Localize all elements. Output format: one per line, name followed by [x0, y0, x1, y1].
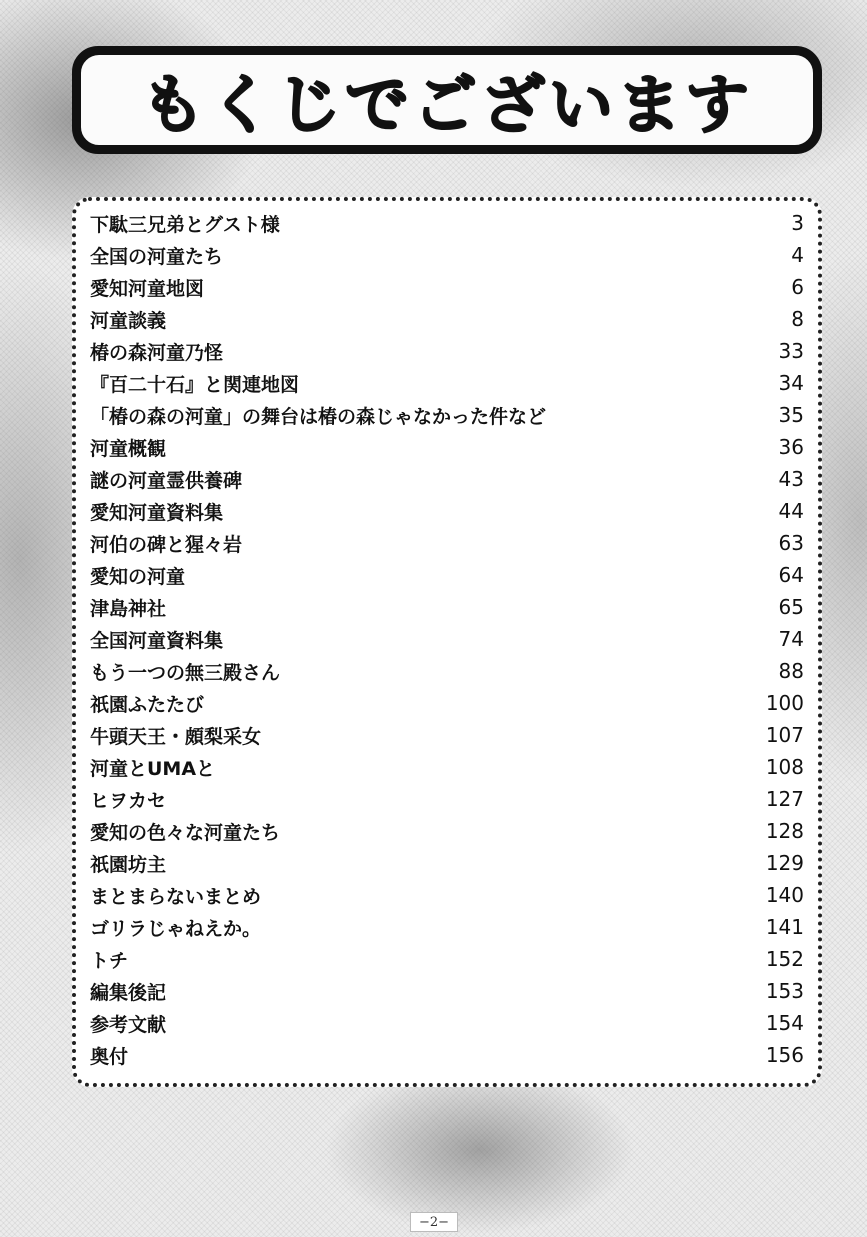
toc-row[interactable] — [90, 945, 804, 973]
toc-title: 下駄三兄弟とグスト様 — [90, 213, 280, 236]
toc-page: 65 — [778, 595, 804, 619]
toc-page: 6 — [791, 275, 804, 299]
toc-page: 64 — [778, 563, 804, 587]
toc-title: トチ — [90, 949, 129, 972]
toc-title: ヒヲカセ — [90, 789, 167, 812]
toc-title: まとまらないまとめ — [90, 885, 262, 908]
toc-row[interactable] — [90, 369, 804, 397]
toc-title: もう一つの無三殿さん — [90, 661, 281, 684]
toc-page: 107 — [765, 723, 804, 747]
toc-row[interactable] — [90, 913, 804, 941]
toc-row[interactable] — [90, 529, 804, 557]
toc-page: 44 — [778, 499, 804, 523]
toc-row[interactable] — [90, 209, 804, 237]
toc-title: 奥付 — [90, 1045, 129, 1068]
toc-row[interactable] — [90, 625, 804, 653]
toc-title: 全国河童資料集 — [90, 629, 224, 652]
toc-page: 4 — [791, 243, 804, 267]
toc-title: 愛知河童地図 — [90, 277, 205, 300]
toc-row[interactable] — [90, 689, 804, 717]
toc-title: 愛知河童資料集 — [90, 501, 224, 524]
toc-row[interactable] — [90, 753, 804, 781]
page-number: −2− — [410, 1212, 458, 1232]
toc-row[interactable] — [90, 785, 804, 813]
toc-row[interactable] — [90, 817, 804, 845]
toc-page: 35 — [778, 403, 804, 427]
toc-page: 128 — [765, 819, 804, 843]
toc-page: 33 — [778, 339, 804, 363]
toc-page: 156 — [765, 1043, 804, 1067]
toc-page: 100 — [765, 691, 804, 715]
toc-title: 「椿の森の河童」の舞台は椿の森じゃなかった件など — [90, 405, 547, 428]
toc-row[interactable] — [90, 1009, 804, 1037]
toc-page: 8 — [791, 307, 804, 331]
toc-title: ゴリラじゃねえか。 — [90, 917, 262, 940]
toc-title: 椿の森河童乃怪 — [90, 341, 224, 364]
toc-page: 108 — [765, 755, 804, 779]
toc-page: 140 — [765, 883, 804, 907]
toc-row[interactable] — [90, 1041, 804, 1069]
toc-title: 河伯の碑と猩々岩 — [90, 533, 243, 556]
toc-title: 『百二十石』と関連地図 — [90, 373, 300, 396]
toc-row[interactable] — [90, 465, 804, 493]
toc-page: 88 — [778, 659, 804, 683]
toc-page: 74 — [778, 627, 804, 651]
table-of-contents — [72, 197, 822, 1087]
toc-row[interactable] — [90, 977, 804, 1005]
toc-page: 127 — [765, 787, 804, 811]
toc-row[interactable] — [90, 401, 804, 429]
toc-title: 祇園ふたたび — [90, 693, 205, 716]
toc-row[interactable] — [90, 721, 804, 749]
toc-title: 河童概観 — [90, 437, 167, 460]
toc-page: 34 — [778, 371, 804, 395]
toc-row[interactable] — [90, 241, 804, 269]
toc-page: 153 — [765, 979, 804, 1003]
toc-row[interactable] — [90, 593, 804, 621]
toc-page: 152 — [765, 947, 804, 971]
toc-row[interactable] — [90, 273, 804, 301]
toc-title: 謎の河童霊供養碑 — [90, 469, 243, 492]
toc-page: 43 — [778, 467, 804, 491]
toc-page: 63 — [778, 531, 804, 555]
title-banner-inner — [79, 53, 815, 147]
toc-page: 141 — [765, 915, 804, 939]
title-banner — [72, 46, 822, 154]
toc-row[interactable] — [90, 433, 804, 461]
toc-title: 参考文献 — [90, 1013, 167, 1036]
toc-title: 編集後記 — [90, 981, 167, 1004]
toc-page: 3 — [791, 211, 804, 235]
toc-row[interactable] — [90, 881, 804, 909]
toc-title: 牛頭天王・頗梨采女 — [90, 725, 262, 748]
toc-title: 愛知の色々な河童たち — [90, 821, 281, 844]
toc-row[interactable] — [90, 657, 804, 685]
toc-title: 愛知の河童 — [90, 565, 186, 588]
toc-page: 154 — [765, 1011, 804, 1035]
toc-row[interactable] — [90, 561, 804, 589]
toc-row[interactable] — [90, 337, 804, 365]
toc-title: 河童談義 — [90, 309, 167, 332]
toc-page: 129 — [765, 851, 804, 875]
toc-title: 河童とUMAと — [90, 757, 216, 780]
toc-title: 全国の河童たち — [90, 245, 224, 268]
toc-row[interactable] — [90, 849, 804, 877]
toc-row[interactable] — [90, 305, 804, 333]
toc-row[interactable] — [90, 497, 804, 525]
toc-page: 36 — [778, 435, 804, 459]
page-title: もくじでございます — [141, 69, 753, 143]
toc-title: 祇園坊主 — [90, 853, 167, 876]
toc-title: 津島神社 — [90, 597, 167, 620]
